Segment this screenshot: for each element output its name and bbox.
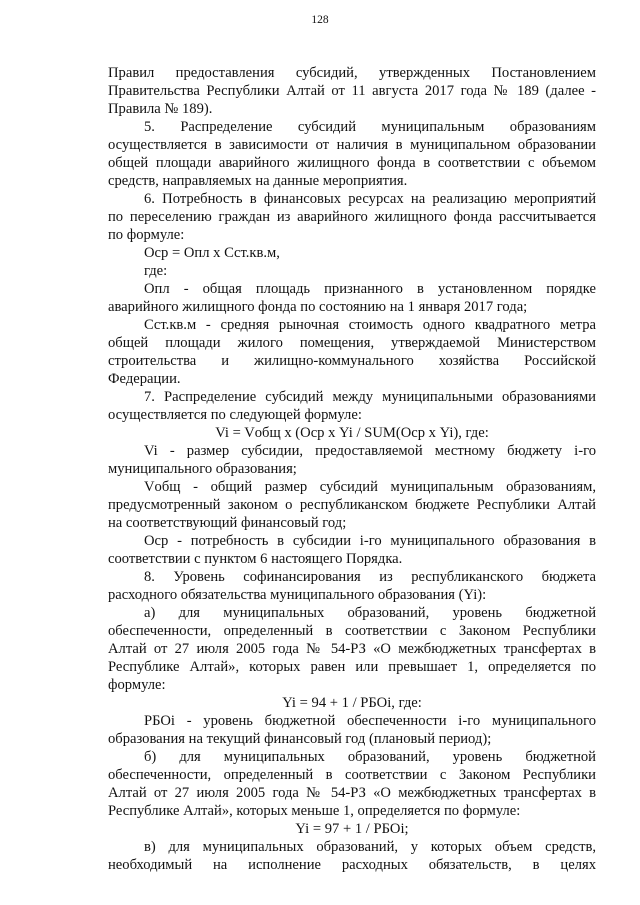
text-line: а) для муниципальных образований, уровень бюджетной bbox=[144, 605, 596, 621]
text-line: Алтай от 27 июля 2005 года № 54-РЗ «О межбюджетных трансфертах в bbox=[108, 785, 596, 801]
text-line: образования на текущий финансовый год (плановый период); bbox=[108, 731, 492, 747]
text-line: Правил предоставления субсидий, утвержденных Постановлением bbox=[108, 65, 596, 81]
formula: Vi = Vобщ х (Оср х Yi / SUM(Оср х Yi), где: bbox=[215, 425, 489, 441]
formula: Оср = Опл х Сст.кв.м, bbox=[144, 245, 280, 261]
text-line: обеспеченности, определенный в соответствии с Законом Республики bbox=[108, 623, 596, 639]
text-line: соответствии с пунктом 6 настоящего Порядка. bbox=[108, 551, 403, 567]
text-line: в) для муниципальных образований, у которых объем средств, bbox=[144, 839, 596, 855]
text-line: средств, направляемых на данные мероприятия. bbox=[108, 173, 408, 189]
formula: Yi = 97 + 1 / РБОi; bbox=[295, 821, 409, 837]
text-line: 7. Распределение субсидий между муниципальными образованиями bbox=[144, 389, 596, 405]
text-line: аварийного жилищного фонда по состоянию на 1 января 2017 года; bbox=[108, 299, 528, 315]
page-number: 128 bbox=[311, 14, 329, 26]
text-line: РБОi - уровень бюджетной обеспеченности i-го муниципального bbox=[144, 713, 596, 729]
text-line: формуле: bbox=[108, 677, 166, 693]
text-line: 5. Распределение субсидий муниципальным образованиям bbox=[144, 119, 596, 135]
text-line: необходимый на исполнение расходных обязательств, в целях bbox=[108, 857, 596, 873]
text-line: 6. Потребность в финансовых ресурсах на реализацию мероприятий bbox=[144, 191, 596, 207]
text-line: Правила № 189). bbox=[108, 101, 213, 117]
text-line: Опл - общая площадь признанного в установленном порядке bbox=[144, 281, 596, 297]
text-line: где: bbox=[144, 263, 168, 279]
text-line: Республике Алтай», которых равен или превышает 1, определяется по bbox=[108, 659, 596, 675]
text-line: Vобщ - общий размер субсидий муниципальным образованиям, bbox=[144, 479, 596, 495]
text-line: б) для муниципальных образований, уровень бюджетной bbox=[144, 749, 596, 765]
text-line: Оср - потребность в субсидии i-го муниципального образования в bbox=[144, 533, 596, 549]
text-line: по переселению граждан из аварийного жилищного фонда рассчитывается bbox=[108, 209, 596, 225]
text-line: осуществляется в зависимости от наличия в муниципальном образовании bbox=[108, 137, 596, 153]
text-line: Федерации. bbox=[108, 371, 181, 387]
text-line: 8. Уровень софинансирования из республиканского бюджета bbox=[144, 569, 596, 585]
text-line: обеспеченности, определенный в соответствии с Законом Республики bbox=[108, 767, 596, 783]
text-line: муниципального образования; bbox=[108, 461, 297, 477]
text-line: Vi - размер субсидии, предоставляемой местному бюджету i-го bbox=[144, 443, 596, 459]
text-line: на соответствующий финансовый год; bbox=[108, 515, 347, 531]
text-line: Алтай от 27 июля 2005 года № 54-РЗ «О межбюджетных трансфертах в bbox=[108, 641, 596, 657]
text-line: по формуле: bbox=[108, 227, 185, 243]
text-line: строительства и жилищно-коммунального хозяйства Российской bbox=[108, 353, 596, 369]
text-line: общей площади аварийного жилищного фонда в соответствии с объемом bbox=[108, 155, 596, 171]
text-line: Правительства Республики Алтай от 11 августа 2017 года № 189 (далее - bbox=[108, 83, 596, 99]
text-line: Сст.кв.м - средняя рыночная стоимость одного квадратного метра bbox=[144, 317, 596, 333]
text-line: предусмотренный законом о республиканском бюджете Республики Алтай bbox=[108, 497, 596, 513]
text-line: осуществляется по следующей формуле: bbox=[108, 407, 362, 423]
text-line: расходного обязательства муниципального образования (Yi): bbox=[108, 587, 487, 603]
text-line: общей площади жилого помещения, утверждаемой Министерством bbox=[108, 335, 596, 351]
text-line: Республике Алтай», которых меньше 1, определяется по формуле: bbox=[108, 803, 521, 819]
formula: Yi = 94 + 1 / РБОi, где: bbox=[282, 695, 422, 711]
